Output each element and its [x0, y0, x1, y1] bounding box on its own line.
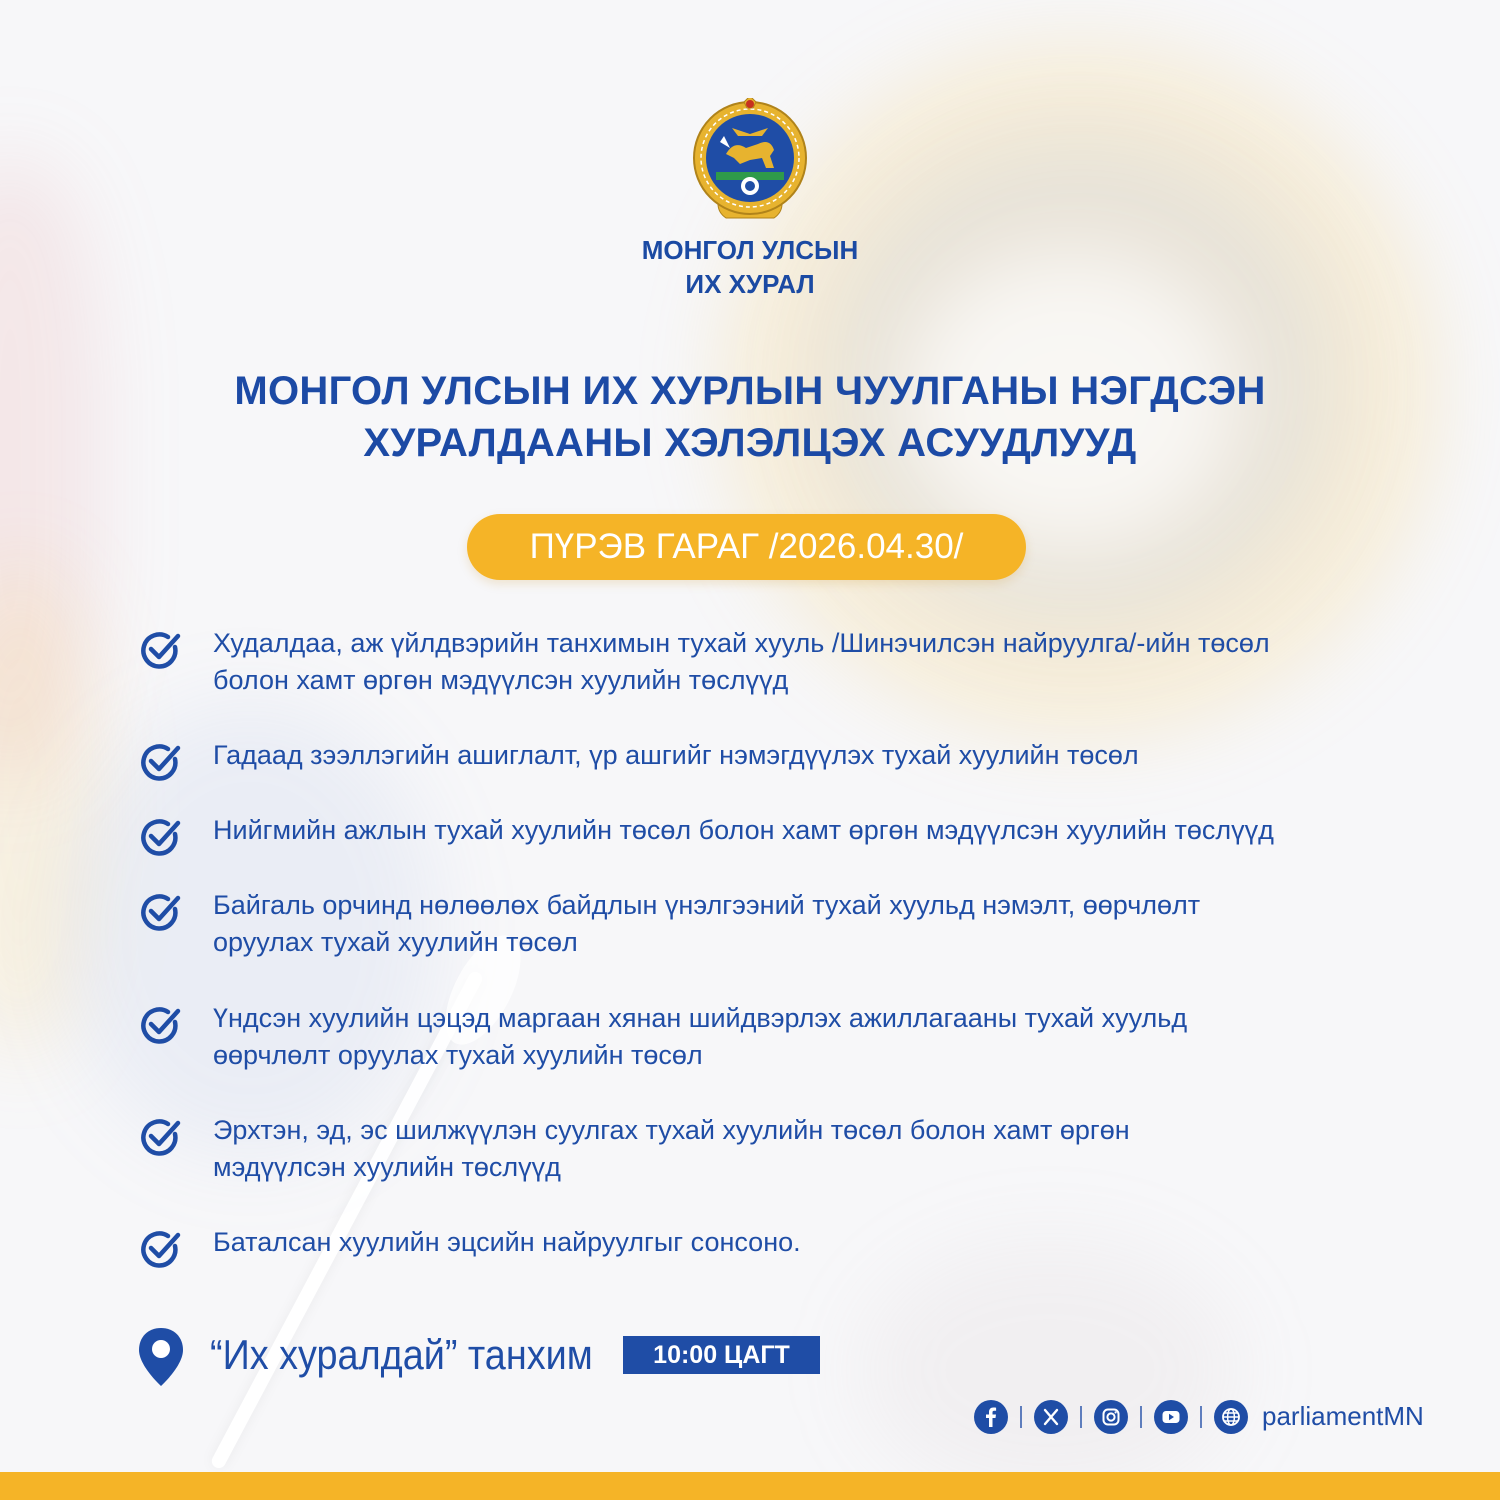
bottom-accent-bar — [0, 1472, 1500, 1500]
agenda-item-line: Баталсан хуулийн эцсийн найруулгыг сонсоно. — [213, 1227, 801, 1257]
state-emblem-icon — [690, 98, 810, 222]
agenda-item-text — [213, 1224, 1413, 1261]
date-badge — [467, 514, 1026, 580]
agenda-item-line: болон хамт өргөн мэдүүлсэн хуулийн төслүүд — [213, 665, 789, 695]
agenda-item-text — [213, 887, 1413, 961]
agenda-item-text — [213, 737, 1413, 774]
org-name-line: МОНГОЛ УЛСЫН — [641, 235, 859, 265]
org-name — [550, 233, 950, 301]
check-circle-icon — [140, 818, 182, 856]
location-pin-icon — [137, 1326, 185, 1388]
agenda-item-line: Нийгмийн ажлын тухай хуулийн төсөл болон хамт өргөн мэдүүлсэн хуулийн төслүүд — [213, 815, 1274, 845]
separator — [1200, 1406, 1202, 1428]
instagram-icon[interactable] — [1094, 1400, 1128, 1434]
check-circle-icon — [140, 631, 182, 669]
page-title — [100, 365, 1400, 469]
check-circle-icon — [140, 1006, 182, 1044]
youtube-icon[interactable] — [1154, 1400, 1188, 1434]
facebook-icon[interactable] — [974, 1400, 1008, 1434]
separator — [1080, 1406, 1082, 1428]
page-title-line: МОНГОЛ УЛСЫН ИХ ХУРЛЫН ЧУУЛГАНЫ НЭГДСЭН — [234, 369, 1266, 413]
agenda-item-line: оруулах тухай хуулийн төсөл — [213, 927, 578, 957]
agenda-item-line: Гадаад зээллэгийн ашиглалт, үр ашгийг нэмэгдүүлэх тухай хуулийн төсөл — [213, 740, 1139, 770]
agenda-item-line: Үндсэн хуулийн цэцэд маргаан хянан шийдвэрлэх ажиллагааны тухай хуульд — [213, 1003, 1188, 1033]
globe-icon[interactable] — [1214, 1400, 1248, 1434]
date-text: ПҮРЭВ ГАРАГ /2026.04.30/ — [529, 527, 964, 566]
agenda-item-text — [213, 1112, 1413, 1186]
check-circle-icon — [140, 743, 182, 781]
time-badge: 10:00 ЦАГТ — [623, 1336, 820, 1374]
location-hall: “Их хуралдай” танхим — [210, 1331, 593, 1378]
separator — [1020, 1406, 1022, 1428]
separator — [1140, 1406, 1142, 1428]
social-handle-link[interactable]: parliamentMN — [1262, 1401, 1424, 1431]
agenda-item-line: өөрчлөлт оруулах тухай хуулийн төсөл — [213, 1040, 703, 1070]
agenda-item-line: Байгаль орчинд нөлөөлөх байдлын үнэлгээний тухай хуульд нэмэлт, өөрчлөлт — [213, 890, 1201, 920]
org-name-line: ИХ ХУРАЛ — [685, 269, 815, 299]
check-circle-icon — [140, 1230, 182, 1268]
page-title-line: ХУРАЛДААНЫ ХЭЛЭЛЦЭХ АСУУДЛУУД — [363, 421, 1137, 465]
agenda-item-line: Худалдаа, аж үйлдвэрийн танхимын тухай хууль /Шинэчилсэн найруулга/-ийн төсөл — [213, 628, 1270, 658]
agenda-item-line: Эрхтэн, эд, эс шилжүүлэн суулгах тухай хуулийн төсөл болон хамт өргөн — [213, 1115, 1130, 1145]
check-circle-icon — [140, 893, 182, 931]
agenda-item-text — [213, 625, 1413, 699]
agenda-item-text — [213, 812, 1413, 849]
agenda-item-line: мэдүүлсэн хуулийн төслүүд — [213, 1152, 561, 1182]
agenda-item-text — [213, 1000, 1413, 1074]
check-circle-icon — [140, 1118, 182, 1156]
background-blur — [860, 1240, 1240, 1500]
x-icon[interactable] — [1034, 1400, 1068, 1434]
